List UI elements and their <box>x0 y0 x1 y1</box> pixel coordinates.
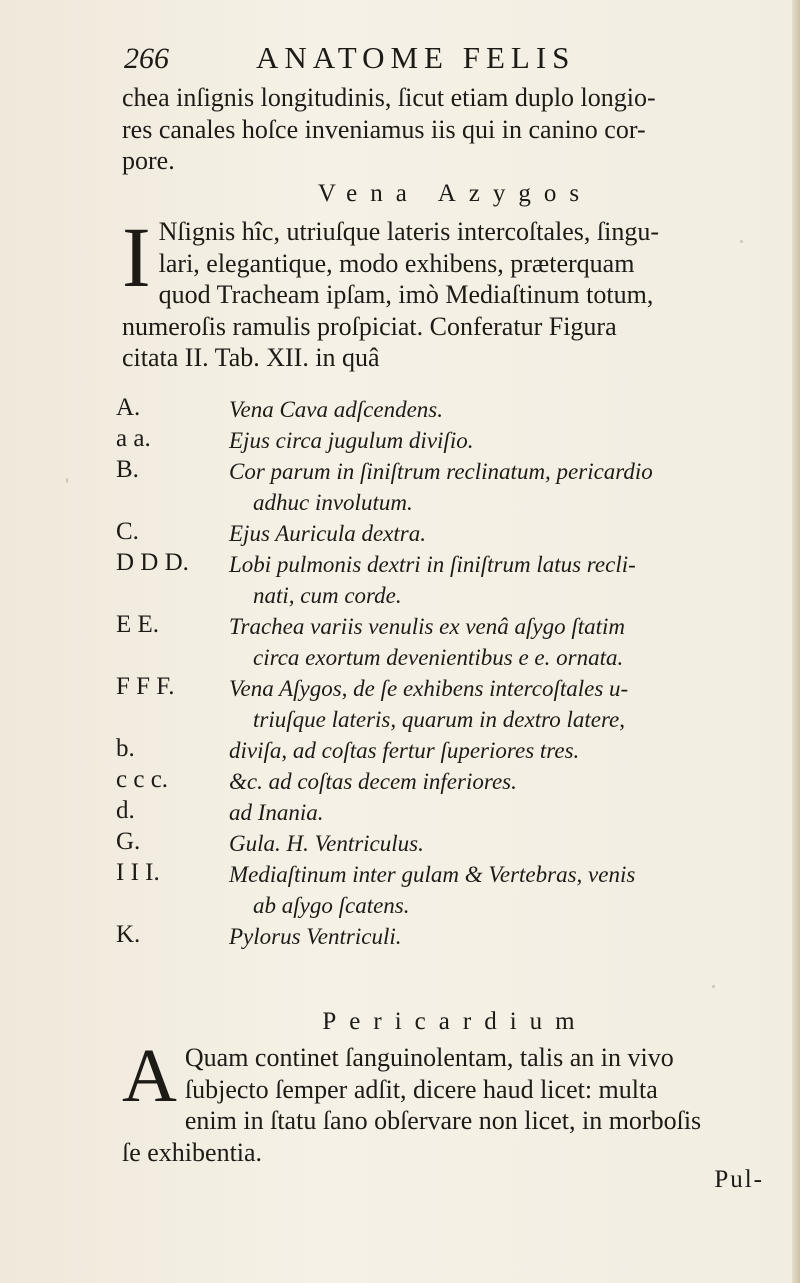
legend-key: E E. <box>116 611 160 638</box>
legend-description-line: Trachea variis venulis ex venâ aſygo ſtatim <box>229 614 626 639</box>
figure-legend <box>116 394 792 952</box>
paragraph-line: citata II. Tab. XII. in quâ <box>122 343 380 372</box>
legend-description-line: nati, cum corde. <box>253 583 402 608</box>
section-paragraph-vena-azygos <box>122 209 788 374</box>
page-gutter-edge <box>792 0 800 1283</box>
legend-description-line: Pylorus Ventriculi. <box>229 924 402 949</box>
legend-description <box>229 797 792 828</box>
legend-key: C. <box>116 518 139 545</box>
legend-entry <box>116 766 792 797</box>
paragraph-line: Quam continet ſanguinolentam, talis an in vivo <box>184 1043 674 1072</box>
legend-description <box>229 828 792 859</box>
intro-line: chea inſignis longitudinis, ſicut etiam duplo longio- <box>122 83 656 112</box>
legend-description-line: adhuc involutum. <box>253 490 413 515</box>
paragraph-line: Nſignis hîc, utriuſque lateris intercoſtales, ſingu- <box>158 217 660 246</box>
intro-line: pore. <box>122 146 175 175</box>
legend-description <box>229 921 792 952</box>
legend-description-line: circa exortum devenientibus e e. ornata. <box>253 645 624 670</box>
section-heading-pericardium: Pericardium <box>322 1008 588 1035</box>
catchword: Pul- <box>714 1166 764 1193</box>
legend-key: b. <box>116 735 135 762</box>
paragraph-line: enim in ſtatu ſano obſervare non licet, in morboſis <box>184 1106 702 1135</box>
legend-description <box>229 673 792 735</box>
legend-description <box>229 549 792 611</box>
running-header <box>124 38 764 78</box>
legend-entry <box>116 456 792 518</box>
legend-entry <box>116 549 792 611</box>
legend-key: A. <box>116 394 141 421</box>
legend-description-line: &c. ad coſtas decem inferiores. <box>229 769 517 794</box>
legend-key: D D D. <box>116 549 189 576</box>
legend-entry <box>116 518 792 549</box>
paper-speck <box>712 985 715 988</box>
legend-key: G. <box>116 828 141 855</box>
legend-description <box>229 518 792 549</box>
legend-description-line: Vena Cava adſcendens. <box>229 397 443 422</box>
paragraph-line: ſe exhibentia. <box>122 1137 263 1167</box>
legend-entry <box>116 673 792 735</box>
legend-key: I I I. <box>116 859 160 886</box>
legend-key: F F F. <box>116 673 175 700</box>
paragraph-line: quod Tracheam ipſam, imò Mediaſtinum totum, <box>158 280 654 309</box>
legend-description <box>229 456 792 518</box>
legend-key: K. <box>116 921 141 948</box>
intro-line: res canales hoſce inveniamus iis qui in canino cor- <box>122 114 646 144</box>
legend-key: d. <box>116 797 135 824</box>
drop-cap: A <box>122 1034 177 1118</box>
legend-description-line: Vena Aſygos, de ſe exhibens intercoſtales u- <box>229 676 629 701</box>
legend-description <box>229 859 792 921</box>
paragraph-line: numeroſis ramulis proſpiciat. Conferatur Figura <box>122 311 617 341</box>
legend-description-line: ab aſygo ſcatens. <box>253 893 410 918</box>
legend-description <box>229 735 792 766</box>
section-paragraph-pericardium <box>122 1034 788 1168</box>
legend-entry <box>116 828 792 859</box>
legend-description-line: diviſa, ad coſtas fertur ſuperiores tres. <box>229 738 580 763</box>
legend-description-line: Gula. H. Ventriculus. <box>229 831 424 856</box>
legend-description <box>229 766 792 797</box>
legend-entry <box>116 394 792 425</box>
legend-description <box>229 394 792 425</box>
legend-description-line: Ejus circa jugulum diviſio. <box>229 428 474 453</box>
legend-entry <box>116 921 792 952</box>
legend-entry <box>116 735 792 766</box>
legend-entry <box>116 797 792 828</box>
paper-speck <box>66 478 68 483</box>
legend-description <box>229 611 792 673</box>
paper-speck <box>740 240 743 243</box>
legend-entry <box>116 859 792 921</box>
intro-paragraph <box>122 82 788 177</box>
paragraph-line: lari, elegantique, modo exhibens, præterquam <box>158 248 635 278</box>
paragraph-line: ſubjecto ſemper adſit, dicere haud licet: multa <box>184 1074 658 1104</box>
drop-cap: I <box>122 209 151 305</box>
legend-description-line: Ejus Auricula dextra. <box>229 521 426 546</box>
page-number: 266 <box>124 42 169 75</box>
legend-key: B. <box>116 456 139 483</box>
legend-key: c c c. <box>116 766 169 793</box>
legend-description-line: Lobi pulmonis dextri in ſiniſtrum latus recli- <box>229 552 636 577</box>
legend-description-line: Cor parum in ſiniſtrum reclinatum, pericardio <box>229 459 653 484</box>
legend-key: a a. <box>116 425 151 452</box>
legend-description-line: Mediaſtinum inter gulam & Vertebras, venis <box>229 862 636 887</box>
legend-description-line: ad Inania. <box>229 800 324 825</box>
legend-description <box>229 425 792 456</box>
legend-description-line: triuſque lateris, quarum in dextro latere, <box>253 707 626 732</box>
section-heading-vena-azygos: Vena Azygos <box>317 180 593 207</box>
running-title: ANATOME FELIS <box>256 40 576 75</box>
legend-entry <box>116 425 792 456</box>
legend-entry <box>116 611 792 673</box>
